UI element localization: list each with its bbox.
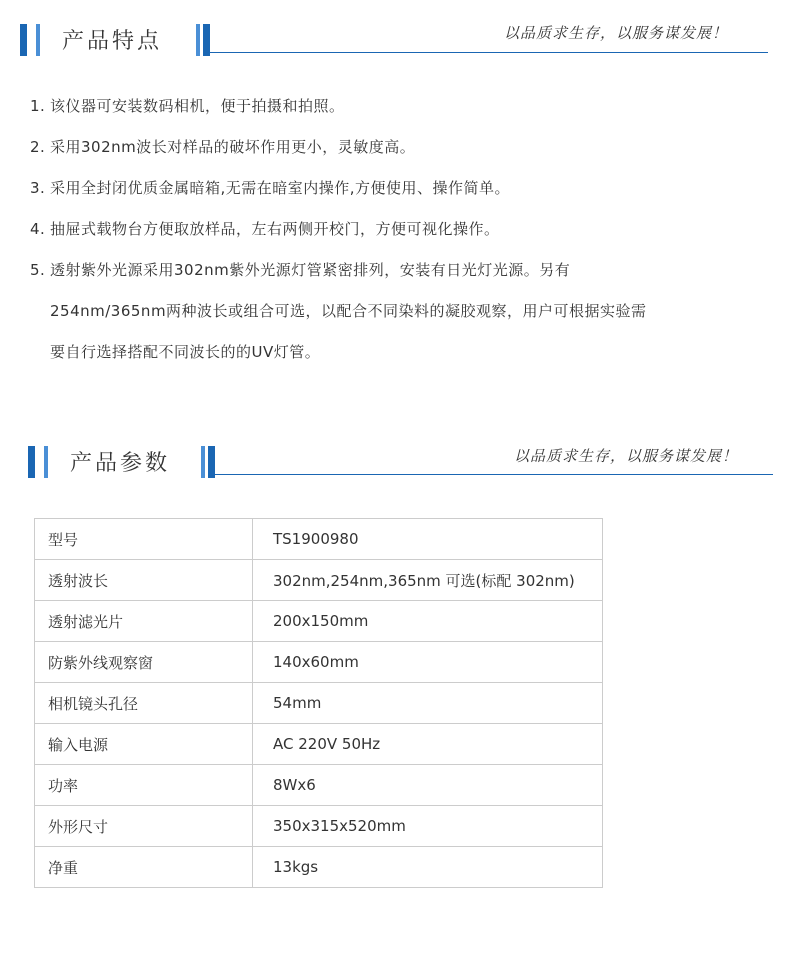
features-section-header: [0, 0, 800, 60]
table-row: [35, 601, 603, 642]
table-row: [35, 560, 603, 601]
param-label: 功率: [35, 765, 253, 806]
feature-text: 透射紫外光源采用302nm紫外光源灯管紧密排列，安装有日光灯光源。另有: [50, 261, 571, 279]
table-row: [35, 519, 603, 560]
section-title: 产品参数: [70, 451, 171, 476]
feature-item: [30, 250, 770, 373]
feature-number: 5.: [30, 261, 46, 279]
table-row: [35, 724, 603, 765]
feature-text: 要自行选择搭配不同波长的的UV灯管。: [50, 343, 321, 361]
params-section-header: [0, 425, 800, 485]
param-value: 13kgs: [253, 847, 603, 888]
feature-number: 3.: [30, 179, 46, 197]
title-bar-accent-thin: [36, 24, 40, 56]
param-label: 输入电源: [35, 724, 253, 765]
section-title: 产品特点: [62, 29, 163, 54]
table-row: [35, 847, 603, 888]
param-label: 防紫外线观察窗: [35, 642, 253, 683]
table-row: [35, 765, 603, 806]
feature-text: 采用全封闭优质金属暗箱,无需在暗室内操作,方便使用、操作简单。: [50, 179, 511, 197]
feature-item: [30, 86, 770, 127]
header-rule: [213, 474, 773, 475]
slogan: 以品质求生存，以服务谋发展！: [504, 24, 729, 42]
param-value: TS1900980: [253, 519, 603, 560]
param-value: AC 220V 50Hz: [253, 724, 603, 765]
param-value: 8Wx6: [253, 765, 603, 806]
feature-item: [30, 168, 770, 209]
param-label: 相机镜头孔径: [35, 683, 253, 724]
header-rule: [208, 52, 768, 53]
feature-text: 254nm/365nm两种波长或组合可选，以配合不同染料的凝胶观察，用户可根据实验需: [50, 302, 647, 320]
table-row: [35, 806, 603, 847]
param-label: 透射波长: [35, 560, 253, 601]
param-label: 外形尺寸: [35, 806, 253, 847]
param-value: 140x60mm: [253, 642, 603, 683]
params-table: [34, 518, 603, 888]
feature-number: 2.: [30, 138, 46, 156]
param-value: 302nm,254nm,365nm 可选(标配 302nm): [253, 560, 603, 601]
features-list: [30, 86, 770, 373]
feature-item: [30, 127, 770, 168]
feature-text: 采用302nm波长对样品的破坏作用更小，灵敏度高。: [50, 138, 416, 156]
table-row: [35, 683, 603, 724]
title-bar-accent-thin: [196, 24, 200, 56]
feature-text: 该仪器可安装数码相机，便于拍摄和拍照。: [50, 97, 345, 115]
title-bar-accent: [28, 446, 35, 478]
param-label: 透射滤光片: [35, 601, 253, 642]
title-bar-accent-thin: [44, 446, 48, 478]
param-label: 净重: [35, 847, 253, 888]
feature-number: 4.: [30, 220, 46, 238]
table-row: [35, 642, 603, 683]
title-bar-accent-thin: [201, 446, 205, 478]
title-bar-accent: [20, 24, 27, 56]
param-value: 350x315x520mm: [253, 806, 603, 847]
param-label: 型号: [35, 519, 253, 560]
param-value: 54mm: [253, 683, 603, 724]
param-value: 200x150mm: [253, 601, 603, 642]
feature-text: 抽屉式载物台方便取放样品，左右两侧开校门，方便可视化操作。: [50, 220, 500, 238]
feature-number: 1.: [30, 97, 46, 115]
feature-item: [30, 209, 770, 250]
slogan: 以品质求生存，以服务谋发展！: [514, 447, 739, 465]
